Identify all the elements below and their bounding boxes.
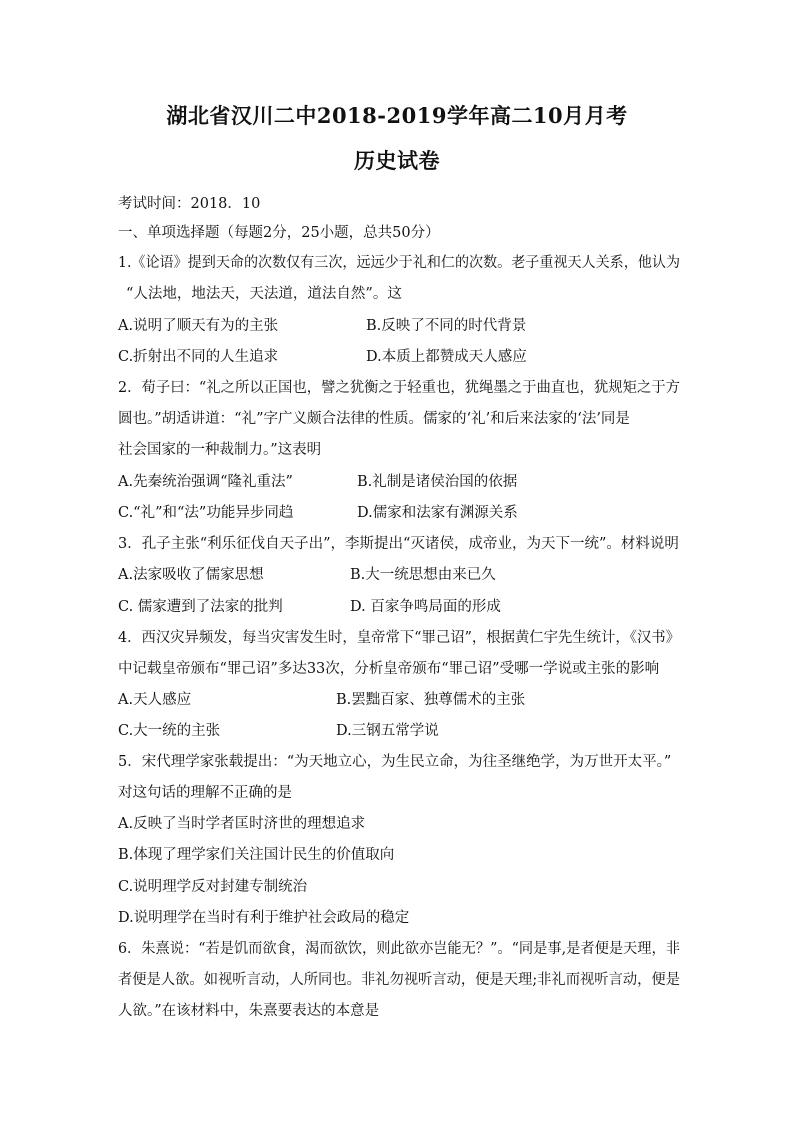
question-1-line-1: 1.《论语》提到天命的次数仅有三次，远远少于礼和仁的次数。老子重视天人关系，他认为 bbox=[118, 255, 681, 271]
question-5-option-b: B.体现了理学家们关注国计民生的价值取向 bbox=[118, 847, 395, 863]
question-1-option-d: D.本质上都赞成天人感应 bbox=[366, 349, 527, 365]
question-5-option-d: D.说明理学在当时有利于维护社会政局的稳定 bbox=[118, 910, 410, 926]
question-6-line-3: 人欲。”在该材料中，朱熹要表达的本意是 bbox=[118, 1003, 380, 1019]
question-4-option-b: B.罢黜百家、独尊儒术的主张 bbox=[336, 692, 526, 708]
question-5-option-a: A.反映了当时学者匡时济世的理想追求 bbox=[118, 816, 366, 832]
section-heading: 一、单项选择题（每题2分，25小题，总共50分） bbox=[118, 225, 440, 241]
question-2-option-b: B.礼制是诸侯治国的依据 bbox=[357, 474, 518, 490]
question-4-option-a: A.天人感应 bbox=[118, 692, 192, 708]
exam-subtitle: 历史试卷 bbox=[354, 148, 440, 173]
question-2-option-d: D.儒家和法家有渊源关系 bbox=[357, 505, 518, 521]
question-6-line-2: 者便是人欲。如视听言动，人所同也。非礼勿视听言动，便是天理;非礼而视听言动，便是 bbox=[118, 972, 681, 988]
question-1-option-b: B.反映了不同的时代背景 bbox=[366, 318, 527, 334]
question-5-option-c: C.说明理学反对封建专制统治 bbox=[118, 879, 308, 895]
question-1-option-c: C.折射出不同的人生追求 bbox=[118, 349, 279, 365]
question-3-option-a: A.法家吸收了儒家思想 bbox=[118, 567, 264, 583]
question-3-option-b: B.大一统思想由来已久 bbox=[350, 567, 496, 583]
exam-title: 湖北省汉川二中2018-2019学年高二10月月考 bbox=[166, 103, 628, 128]
question-4-option-d: D.三钢五常学说 bbox=[336, 723, 439, 739]
question-4-line-2: 中记载皇帝颁布“罪己诏”多达33次，分析皇帝颁布“罪己诏”受哪一学说或主张的影响 bbox=[118, 661, 660, 677]
question-2-option-a: A.先秦统治强调“隆礼重法” bbox=[118, 474, 293, 490]
question-5-line-1: 5．宋代理学家张载提出：“为天地立心，为生民立命，为往圣继绝学，为万世开太平。” bbox=[118, 754, 672, 770]
question-4-option-c: C.大一统的主张 bbox=[118, 723, 221, 739]
question-2-line-1: 2．荀子曰：“礼之所以正国也，譬之犹衡之于轻重也，犹绳墨之于曲直也，犹规矩之于方 bbox=[118, 380, 681, 396]
exam-time: 考试时间：2018．10 bbox=[118, 196, 261, 212]
question-2-line-2: 圆也。”胡适讲道：“礼”字广义颇合法律的性质。儒家的‘礼’和后来法家的‘法’同是 bbox=[118, 411, 630, 427]
question-1-line-2: “人法地，地法天，天法道，道法自然”。这 bbox=[126, 286, 402, 302]
question-6-line-1: 6．朱熹说：“若是饥而欲食，渴而欲饮，则此欲亦岂能无？”。“同是事,是者便是天理，非 bbox=[118, 941, 680, 957]
question-2-line-3: 社会国家的一种裁制力。”这表明 bbox=[118, 442, 322, 458]
question-3-option-c: C. 儒家遭到了法家的批判 bbox=[118, 599, 283, 615]
question-3-option-d: D. 百家争鸣局面的形成 bbox=[350, 599, 501, 615]
question-1-option-a: A.说明了顺天有为的主张 bbox=[118, 318, 279, 334]
question-5-line-2: 对这句话的理解不正确的是 bbox=[118, 785, 292, 801]
question-2-option-c: C.“礼”和“法”功能异步同趋 bbox=[118, 505, 294, 521]
question-3-line-1: 3．孔子主张“利乐征伐自天子出”，李斯提出“灭诸侯，成帝业，为天下一统”。材料说明 bbox=[118, 536, 679, 552]
question-4-line-1: 4．西汉灾异频发，每当灾害发生时，皇帝常下“罪己诏”，根据黄仁宇先生统计，《汉书》 bbox=[118, 630, 681, 646]
